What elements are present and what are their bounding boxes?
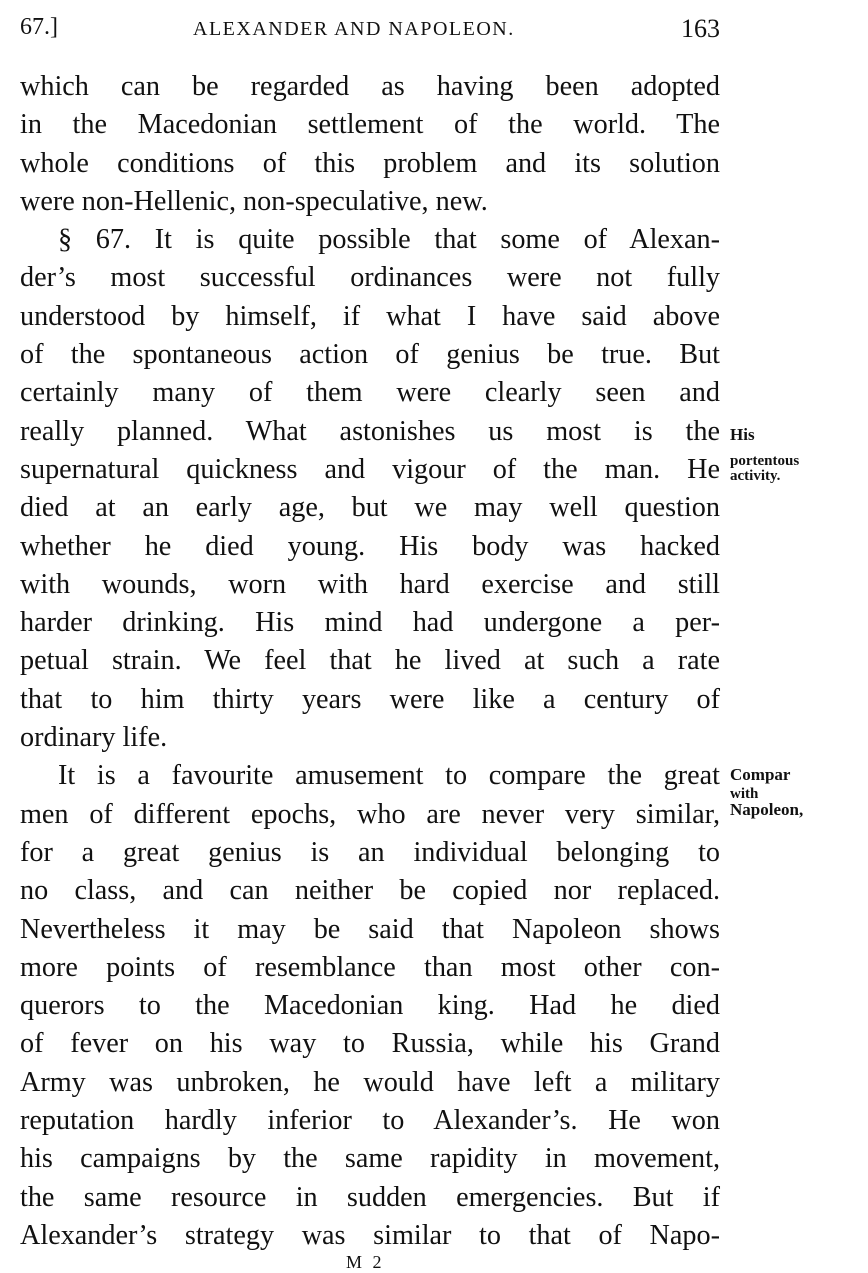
text-line: whether he died young. His body was hacked <box>20 530 720 562</box>
text-line: his campaigns by the same rapidity in movement, <box>20 1143 720 1175</box>
text-line: that to him thirty years were like a century of <box>20 683 720 715</box>
text-line: whole conditions of this problem and its solution <box>20 147 720 179</box>
margin-note-comparison <box>730 767 803 817</box>
text-line: certainly many of them were clearly seen and <box>20 377 720 409</box>
text-line: Alexander’s strategy was similar to that of Napo- <box>20 1219 720 1251</box>
running-title: ALEXANDER AND NAPOLEON. <box>193 18 515 40</box>
text-line: more points of resemblance than most other con- <box>20 951 720 983</box>
text-line: were non-Hellenic, non-speculative, new. <box>20 185 488 217</box>
text-line: understood by himself, if what I have said above <box>20 300 720 332</box>
margin-note-line: with <box>730 786 759 802</box>
margin-note-line: portentous <box>730 453 800 469</box>
text-line: supernatural quickness and vigour of the man. He <box>20 453 720 485</box>
text-line: querors to the Macedonian king. Had he died <box>20 990 720 1022</box>
text-line: with wounds, worn with hard exercise and still <box>20 568 720 600</box>
text-line: for a great genius is an individual belonging to <box>20 836 720 868</box>
text-line: really planned. What astonishes us most is the <box>20 415 720 447</box>
text-line: Nevertheless it may be said that Napoleon shows <box>20 913 720 945</box>
text-line: of fever on his way to Russia, while his Grand <box>20 1028 720 1060</box>
text-line: der’s most successful ordinances were not fully <box>20 262 720 294</box>
page-number: 163 <box>681 14 720 43</box>
text-line: the same resource in sudden emergencies. But if <box>20 1181 720 1213</box>
text-line: harder drinking. His mind had undergone a per- <box>20 607 720 639</box>
text-line: no class, and can neither be copied nor replaced. <box>20 875 720 907</box>
text-line: died at an early age, but we may well question <box>20 492 720 524</box>
margin-note-activity <box>730 427 799 484</box>
text-line: reputation hardly inferior to Alexander’s. He won <box>20 1105 720 1137</box>
body-text <box>20 68 720 1255</box>
text-line: It is a favourite amusement to compare the great <box>58 760 720 792</box>
running-header <box>20 8 720 48</box>
margin-note-line: activity. <box>730 468 781 484</box>
text-line: which can be regarded as having been adopted <box>20 71 720 102</box>
text-line: § 67. It is quite possible that some of Alexan- <box>58 224 720 256</box>
text-line: in the Macedonian settlement of the world. The <box>20 109 720 141</box>
margin-note-line: Napoleon, <box>730 800 804 819</box>
text-line: of the spontaneous action of genius be true. But <box>20 339 720 371</box>
signature-mark: M 2 <box>346 1252 385 1272</box>
text-line: ordinary life. <box>20 722 168 754</box>
text-line: petual strain. We feel that he lived at such a rate <box>20 645 720 677</box>
text-line: Army was unbroken, he would have left a military <box>20 1066 720 1098</box>
text-line: men of different epochs, who are never very similar, <box>20 798 720 830</box>
margin-note-line: His <box>730 425 755 444</box>
margin-note-line: Compar <box>730 765 791 784</box>
section-reference: 67.] <box>20 14 58 40</box>
